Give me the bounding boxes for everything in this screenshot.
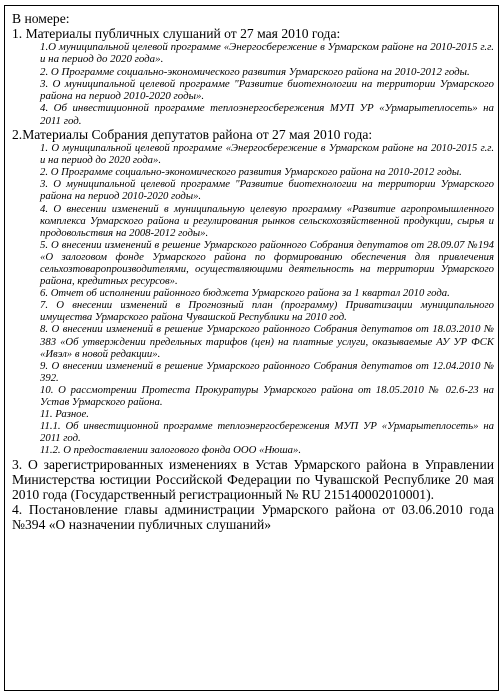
contents-box [4, 5, 499, 691]
list-item: 3. О муниципальной целевой программе "Развитие биотехнологии на территории Урмарского района на период 2010-2020 годы». [40, 77, 494, 103]
section-2-items [12, 142, 494, 456]
list-item: 3. О муниципальной целевой программе "Развитие биотехнологии на территории Урмарского района на период 2010-2020 годы». [40, 178, 494, 203]
section-2-title: 2.Материалы Собрания депутатов района от 27 мая 2010 года: [12, 127, 373, 143]
list-item: 11.2. О предоставлении залогового фонда ООО «Нюша». [40, 444, 302, 457]
list-item: 5. О внесении изменений в решение Урмарского районного Собрания депутатов от 28.09.07 №194 «О залоговом фонде Урмарского района по формированию обеспечения для привлечения сельхозтоваропроизводителями, осуществляющими деятельность на территории Урмарского района, кредитных ресурсов». [40, 238, 494, 288]
section-1-items [12, 41, 494, 127]
list-item: 1.О муниципальной целевой программе «Энергосбережение в Урмарском районе на 2010-2015 г.г. и на период до 2020 года». [40, 41, 494, 66]
section-1-title: 1. Материалы публичных слушаний от 27 мая 2010 года: [12, 26, 341, 41]
list-item: 11.1. Об инвестиционной программе теплоэнергосбережения МУП УР «Урмарытеплосеть» на 2011 год. [40, 420, 494, 445]
section-3-text: 3. О зарегистрированных изменениях в Устав Урмарского района в Управлении Министерства юстиции Российской Федерации по Чувашской Республике 20 мая 2010 года (Государственный регистрационный № RU 215140002010001). [12, 456, 494, 502]
list-item: 4. Об инвестиционной программе теплоэнергосбережения МУП УР «Урмарытеплосеть» на 2011 год. [40, 102, 494, 127]
contents-heading: В номере: [12, 11, 70, 26]
list-item: 1. О муниципальной целевой программе «Энергосбережение в Урмарском районе на 2010-2015 г.г. и на период до 2020 года». [40, 142, 494, 167]
list-item: 2. О Программе социально-экономического развития Урмарского района на 2010-2012 годы. [40, 166, 462, 179]
list-item: 2. О Программе социально-экономического развития Урмарского района на 2010-2012 годы. [40, 65, 470, 78]
list-item: 4. О внесении изменений в муниципальную целевую программу «Развитие агропромышленного комплекса Урмарского района и регулирования рынков сельскохозяйственной продукции, сырья и продовольствия на 2008-2012 годы». [40, 202, 494, 239]
list-item: 10. О рассмотрении Протеста Прокуратуры Урмарского района от 18.05.2010 № 02.6-23 на Устав Урмарского района. [40, 383, 494, 409]
list-item: 9. О внесении изменений в решение Урмарского районного Собрания депутатов от 12.04.2010 № 392. [40, 359, 494, 384]
list-item: 11. Разное. [40, 408, 89, 421]
list-item: 6. Отчет об исполнении районного бюджета Урмарского района за 1 квартал 2010 года. [40, 287, 450, 300]
section-4-text: 4. Постановление главы администрации Урмарского района от 03.06.2010 года №394 «О назначении публичных слушаний» [12, 501, 494, 532]
list-item: 8. О внесении изменений в решение Урмарского районного Собрания депутатов от 18.03.2010 № 383 «Об утверждении предельных тарифов (цен) на платные услуги, оказываемые АУ УР ФСК «Ивэл» в новой редакции». [40, 323, 494, 360]
list-item: 7. О внесении изменений в Прогнозный план (программу) Приватизации муниципального имущества Урмарского района Чувашской Республики на 2010 год. [40, 299, 494, 324]
